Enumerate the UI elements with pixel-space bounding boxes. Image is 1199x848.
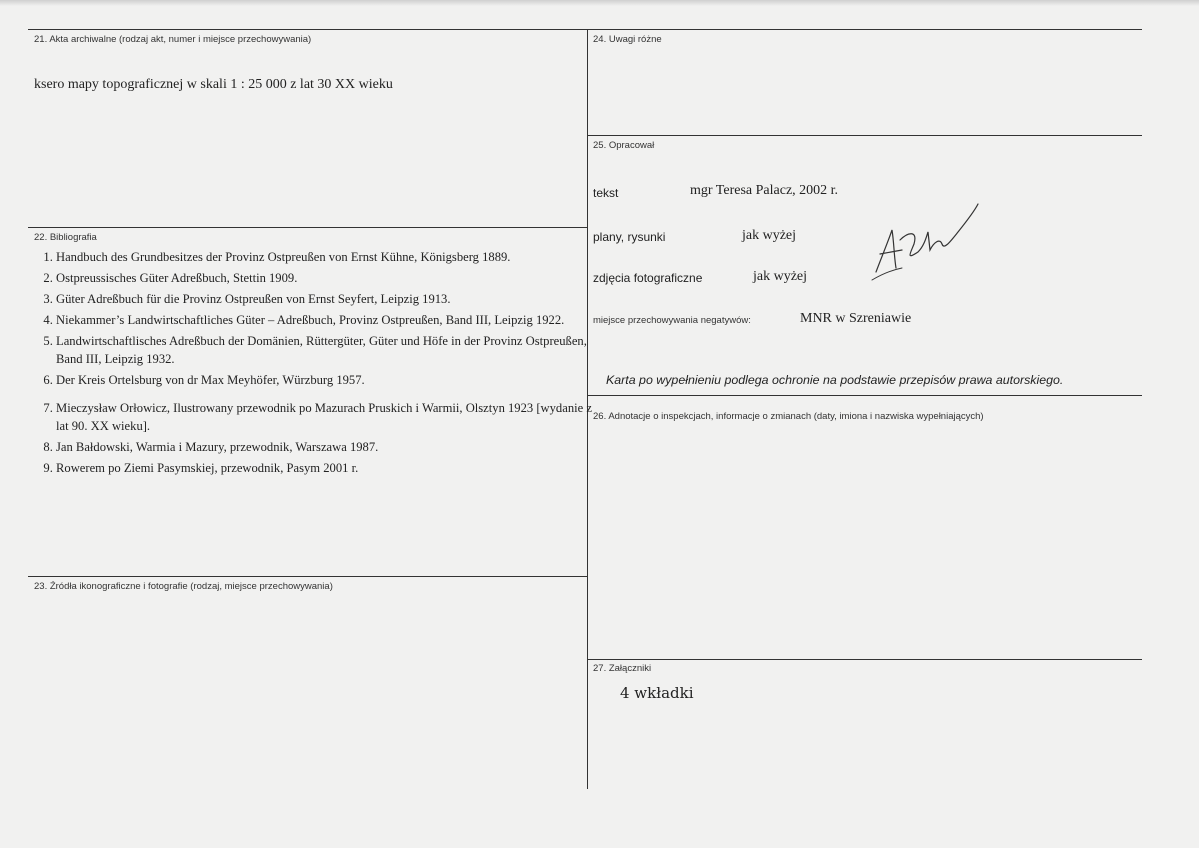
list-item: 8. Jan Bałdowski, Warmia i Mazury, przewodnik, Warszawa 1987.: [56, 438, 604, 456]
rule-26-27: [588, 659, 1142, 660]
list-item: 4. Niekammer’s Landwirtschaftliches Güter – Adreßbuch, Provinz Ostpreußen, Band III, Leipzig 1922.: [56, 311, 604, 329]
rule-21-22: [28, 227, 588, 228]
rule-24-25: [588, 135, 1142, 136]
tekst-label: tekst: [593, 186, 619, 200]
zdjecia-value: jak wyżej: [753, 269, 808, 284]
zdjecia-label: zdjęcia fotograficzne: [593, 271, 703, 285]
negatywy-value: MNR w Szreniawie: [800, 311, 912, 326]
rule-22-23: [28, 576, 588, 577]
section-26-label: 26. Adnotacje o inspekcjach, informacje o zmianach (daty, imiona i nazwiska wypełniających): [593, 411, 984, 422]
section-24-label: 24. Uwagi różne: [593, 34, 662, 45]
section-27-value: 4 wkładki: [620, 684, 694, 702]
list-item: 2. Ostpreussisches Güter Adreßbuch, Stettin 1909.: [56, 269, 604, 287]
section-22-label: 22. Bibliografia: [34, 232, 97, 243]
list-item: 7. Mieczysław Orłowicz, Ilustrowany przewodnik po Mazurach Pruskich i Warmii, Olsztyn 1923 [wydanie z lat 90. XX wieku].: [56, 399, 604, 435]
tekst-value: mgr Teresa Palacz, 2002 r.: [690, 183, 839, 198]
section-21-label: 21. Akta archiwalne (rodzaj akt, numer i miejsce przechowywania): [34, 34, 312, 45]
section-23-label: 23. Źródła ikonograficzne i fotografie (rodzaj, miejsce przechowywania): [34, 581, 333, 592]
list-item: 1. Handbuch des Grundbesitzes der Provinz Ostpreußen von Ernst Kühne, Königsberg 1889.: [56, 248, 604, 266]
list-item: 9. Rowerem po Ziemi Pasymskiej, przewodnik, Pasym 2001 r.: [56, 459, 604, 477]
top-rule: [28, 29, 1142, 30]
plany-value: jak wyżej: [742, 228, 797, 243]
signature: [862, 196, 980, 282]
list-item: 6. Der Kreis Ortelsburg von dr Max Meyhöfer, Würzburg 1957.: [56, 371, 604, 389]
negatywy-label: miejsce przechowywania negatywów:: [593, 315, 751, 326]
section-21-value: ksero mapy topograficznej w skali 1 : 25 000 z lat 30 XX wieku: [34, 77, 393, 92]
rule-25-26: [588, 395, 1142, 396]
bibliography-list: [33, 248, 604, 480]
scan-edge: [0, 0, 1199, 6]
copyright-notice: Karta po wypełnieniu podlega ochronie na podstawie przepisów prawa autorskiego.: [606, 373, 1064, 387]
section-25-label: 25. Opracował: [593, 140, 655, 151]
section-27-label: 27. Załączniki: [593, 663, 652, 674]
list-item: 5. Landwirtschaftlisches Adreßbuch der Domänien, Rüttergüter, Güter und Höfe in der Provinz Ostpreußen, Band III, Leipzig 1932.: [56, 332, 604, 368]
list-item: 3. Güter Adreßbuch für die Provinz Ostpreußen von Ernst Seyfert, Leipzig 1913.: [56, 290, 604, 308]
plany-label: plany, rysunki: [593, 230, 666, 244]
